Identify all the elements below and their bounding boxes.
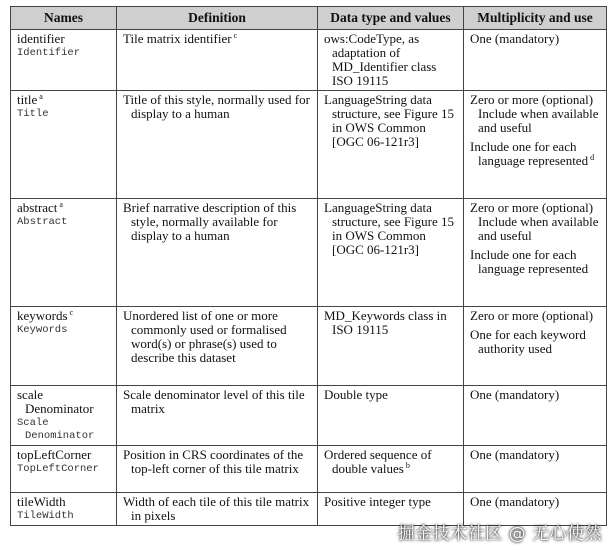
multiplicity-text: One (mandatory) — [470, 31, 560, 46]
name-footnote: c — [69, 308, 74, 317]
name-code: Abstract — [17, 216, 68, 228]
datatype-text: LanguageString data structure, see Figure 15 in OWS Common [OGC 06-121r3] — [324, 92, 455, 149]
multiplicity-text: Zero or more (optional) — [470, 308, 594, 323]
name-code: TopLeftCorner — [17, 463, 99, 475]
cell-datatype — [318, 446, 464, 493]
multiplicity-text: Zero or more (optional) Include when available and useful — [470, 92, 599, 135]
datatype-text — [324, 448, 457, 476]
multiplicity-text: Zero or more (optional) Include when available and useful — [470, 200, 599, 243]
name-code: Title — [17, 108, 49, 120]
definition-text: Position in CRS coordinates of the top-left corner of this tile matrix — [123, 447, 304, 476]
cell-name — [11, 446, 117, 493]
multiplicity-footnote: d — [590, 153, 595, 162]
definition-body: Tile matrix identifier — [123, 31, 232, 46]
table-row — [11, 91, 607, 199]
cell-datatype — [318, 307, 464, 386]
name-code: Identifier — [17, 47, 81, 59]
cell-definition — [117, 307, 318, 386]
cell-definition — [117, 386, 318, 446]
cell-name — [11, 307, 117, 386]
name-text: abstract — [17, 200, 58, 215]
table-row — [11, 199, 607, 307]
name-footnote: a — [59, 200, 63, 209]
watermark: 掘金技术社区 @ 无心使然 — [397, 524, 602, 544]
definition-text: Width of each tile of this tile matrix in pixels — [123, 494, 310, 523]
name-label — [17, 309, 110, 323]
cell-multiplicity — [464, 199, 607, 307]
definition-footnote: c — [233, 31, 238, 40]
cell-multiplicity — [464, 446, 607, 493]
tile-matrix-spec-table — [10, 6, 607, 526]
name-label: tileWidth — [17, 494, 66, 509]
cell-name — [11, 386, 117, 446]
multiplicity-body: Include one for each language represented — [470, 139, 589, 168]
datatype-text: LanguageString data structure, see Figure 15 in OWS Common [OGC 06-121r3] — [324, 200, 455, 257]
cell-datatype — [318, 91, 464, 199]
name-label: topLeftCorner — [17, 447, 92, 462]
name-label — [17, 93, 110, 107]
name-text: title — [17, 92, 38, 107]
cell-name — [11, 30, 117, 91]
datatype-text: Double type — [324, 387, 388, 402]
definition-text: Unordered list of one or more commonly used or formalised word(s) or phrase(s) used to describe this dataset — [123, 308, 287, 365]
definition-text: Brief narrative description of this style, normally available for display to a human — [123, 200, 297, 243]
header-data-type: Data type and values — [318, 7, 464, 30]
cell-name — [11, 493, 117, 526]
table-row — [11, 307, 607, 386]
datatype-text: MD_Keywords class in ISO 19115 — [324, 308, 447, 337]
multiplicity-text: One for each keyword authority used — [470, 327, 586, 356]
cell-multiplicity — [464, 307, 607, 386]
cell-multiplicity — [464, 91, 607, 199]
name-code: Keywords — [17, 324, 68, 336]
cell-definition — [117, 493, 318, 526]
cell-datatype — [318, 199, 464, 307]
header-definition: Definition — [117, 7, 318, 30]
cell-datatype — [318, 30, 464, 91]
datatype-text: ows:CodeType, as adaptation of MD_Identifier class ISO 19115 — [324, 31, 437, 88]
datatype-footnote: b — [405, 461, 410, 470]
cell-datatype — [318, 386, 464, 446]
header-multiplicity: Multiplicity and use — [464, 7, 607, 30]
definition-text: Scale denominator level of this tile matrix — [123, 387, 305, 416]
multiplicity-text — [470, 140, 600, 168]
table-header-row — [11, 7, 607, 30]
name-label: scale Denominator — [17, 387, 94, 416]
multiplicity-text: Include one for each language represented — [470, 247, 589, 276]
table-row — [11, 386, 607, 446]
cell-definition — [117, 30, 318, 91]
cell-definition — [117, 446, 318, 493]
multiplicity-text: One (mandatory) — [470, 494, 560, 509]
name-footnote: a — [39, 92, 43, 101]
datatype-text: Positive integer type — [324, 494, 431, 509]
name-label — [17, 201, 110, 215]
cell-definition — [117, 91, 318, 199]
name-text: identifier — [17, 31, 65, 46]
cell-name — [11, 199, 117, 307]
table-row — [11, 30, 607, 91]
cell-multiplicity — [464, 30, 607, 91]
header-names: Names — [11, 7, 117, 30]
cell-definition — [117, 199, 318, 307]
cell-multiplicity — [464, 386, 607, 446]
name-label — [17, 32, 110, 46]
multiplicity-text: One (mandatory) — [470, 387, 560, 402]
cell-name — [11, 91, 117, 199]
definition-text — [123, 32, 311, 46]
name-code: Scale Denominator — [17, 417, 95, 442]
name-code: TileWidth — [17, 510, 74, 522]
datatype-body: Ordered sequence of double values — [324, 447, 432, 476]
name-text: keywords — [17, 308, 68, 323]
table-row — [11, 446, 607, 493]
definition-text: Title of this style, normally used for display to a human — [123, 92, 310, 121]
multiplicity-text: One (mandatory) — [470, 447, 560, 462]
